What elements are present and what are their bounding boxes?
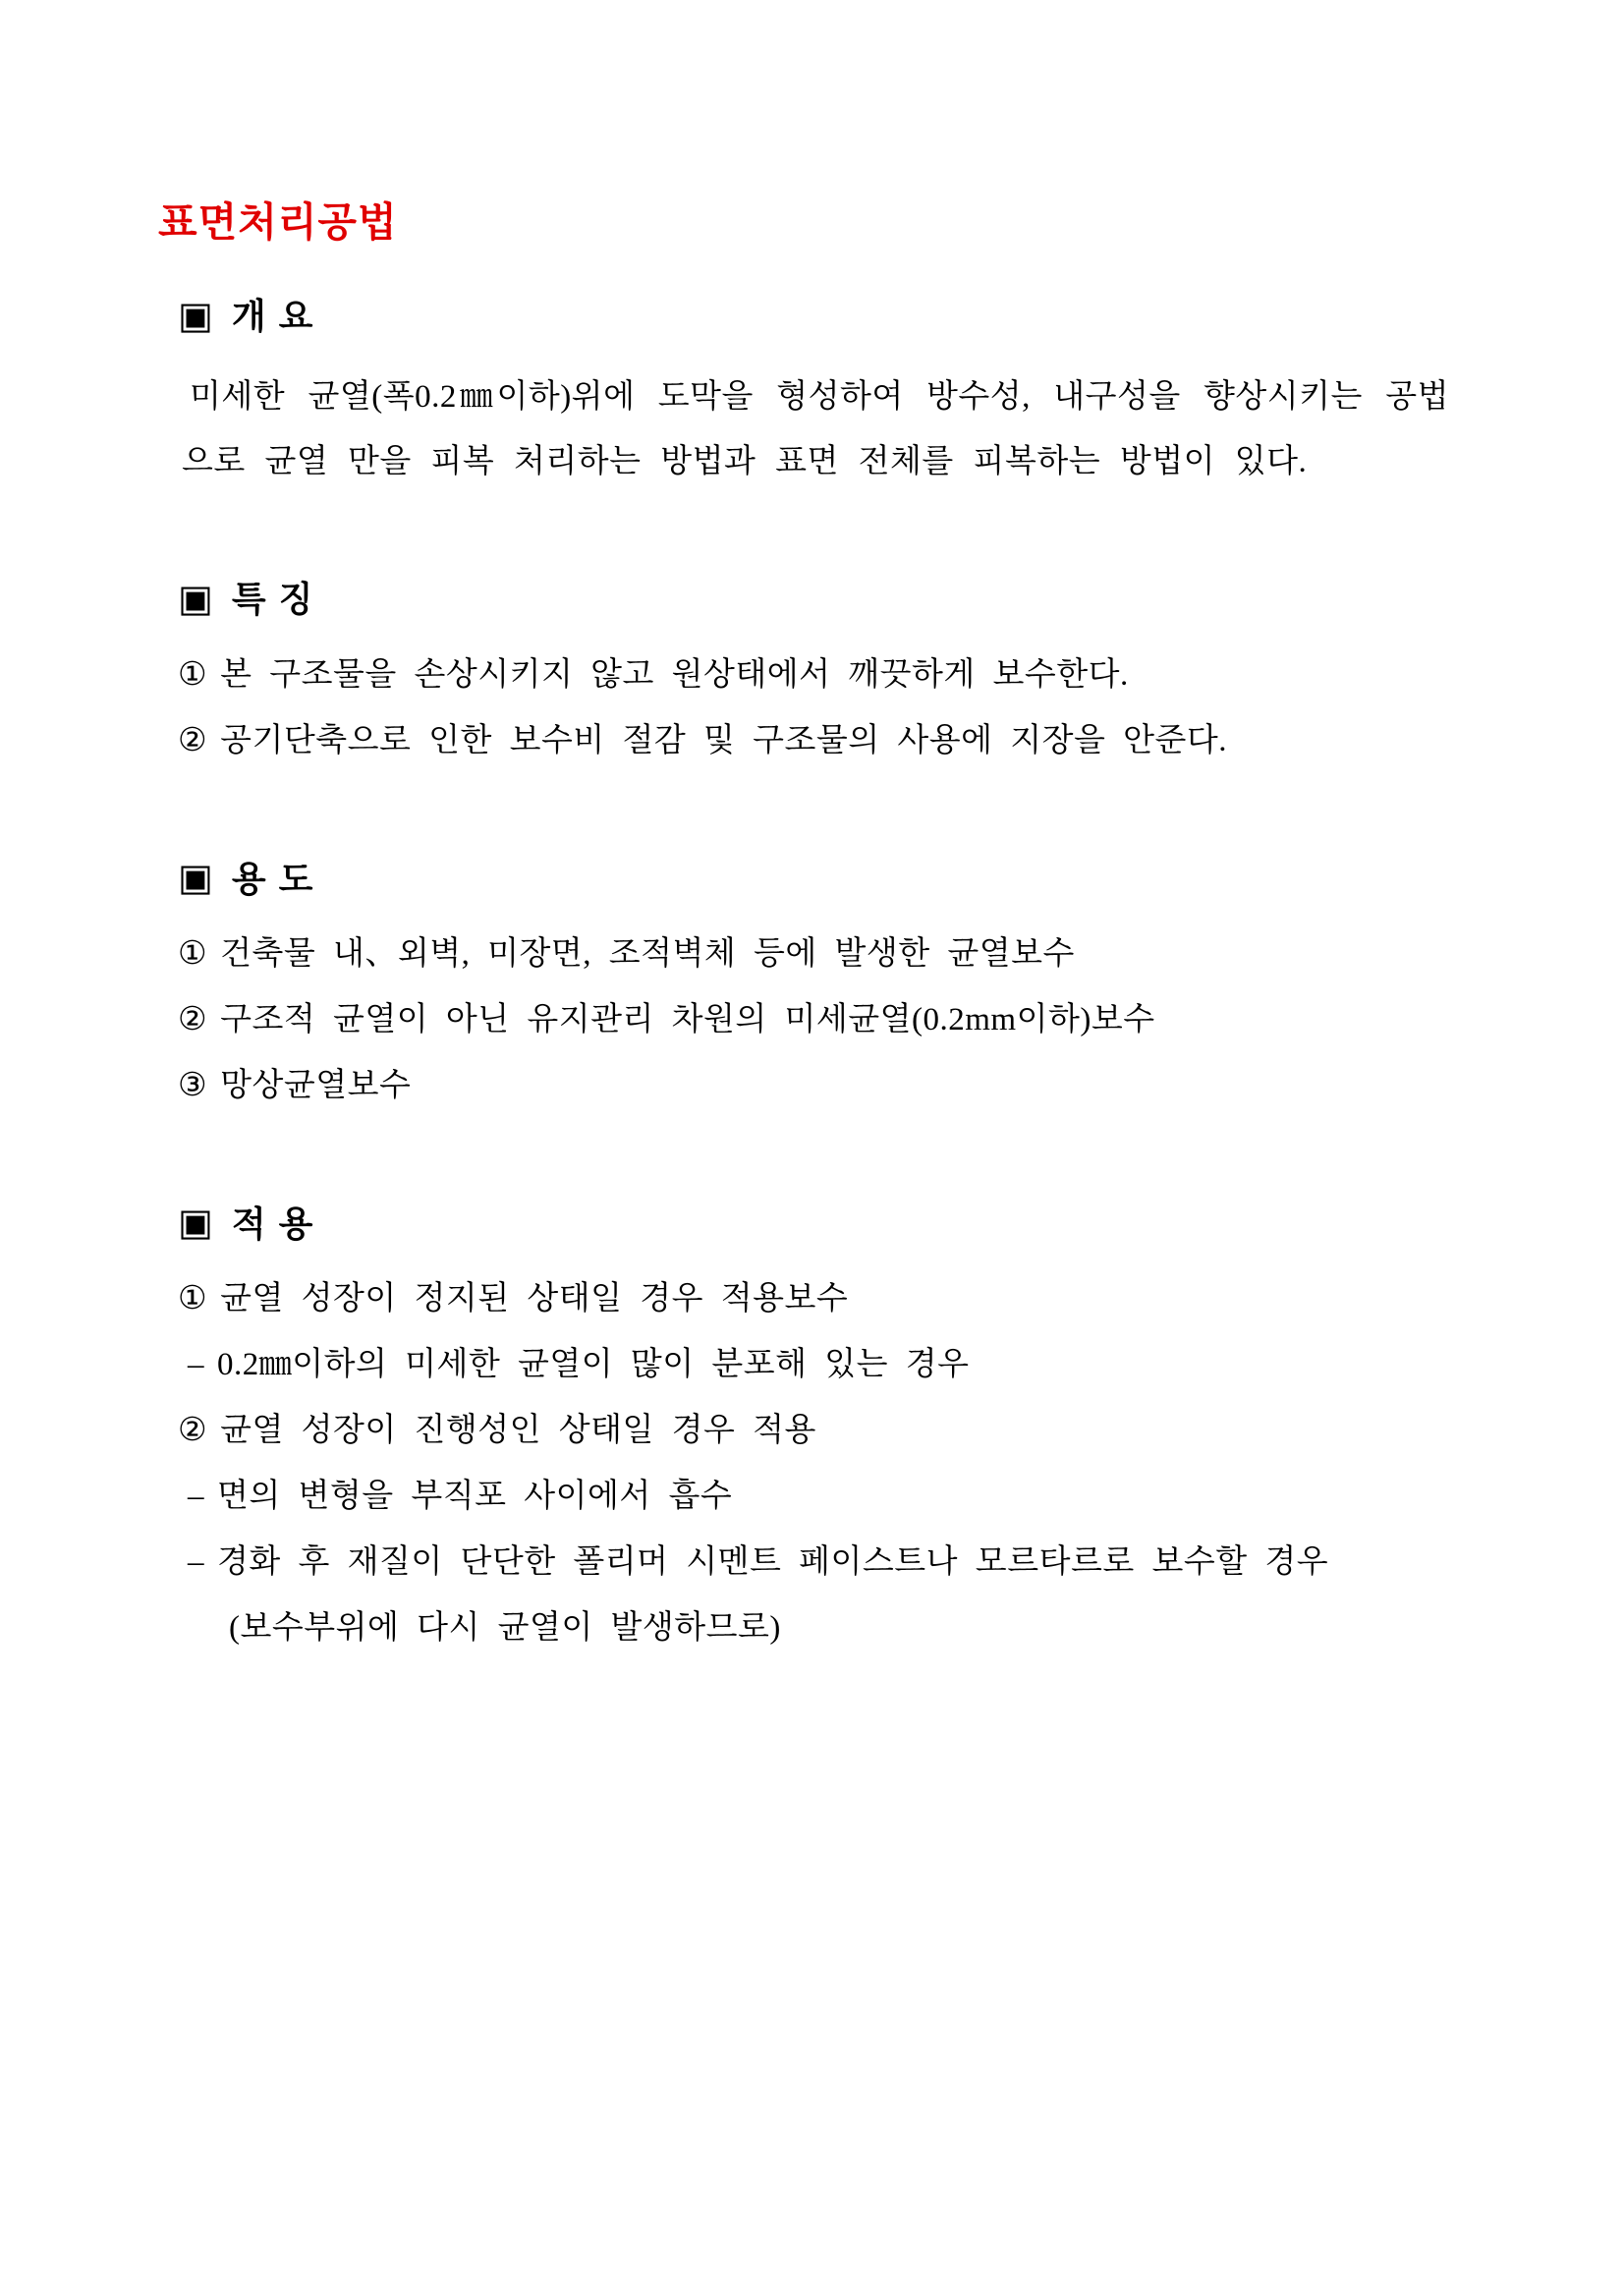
item-text: 균열 성장이 진행성인 상태일 경우 적용 xyxy=(220,1412,816,1448)
item-number-icon: ① xyxy=(178,1280,208,1316)
section-usage-heading xyxy=(178,859,1624,901)
section-application xyxy=(178,1204,1624,1661)
item-text: 균열 성장이 정지된 상태일 경우 적용보수 xyxy=(220,1280,849,1316)
list-item xyxy=(178,1053,1624,1119)
item-text: 공기단축으로 인한 보수비 절감 및 구조물의 사용에 지장을 안준다. xyxy=(220,722,1228,758)
application-list xyxy=(178,1266,1624,1661)
item-number-icon: ② xyxy=(178,722,208,758)
item-number-icon: ② xyxy=(178,1001,208,1037)
section-marker-icon: ▣ xyxy=(178,858,215,900)
item-dash-icon: – xyxy=(188,1478,204,1514)
section-overview xyxy=(178,296,1624,494)
item-dash-icon: – xyxy=(188,1346,204,1382)
item-dash-icon: – xyxy=(188,1543,204,1580)
section-heading-label: 특 징 xyxy=(231,580,315,620)
list-item xyxy=(178,1266,1624,1332)
item-number-icon: ① xyxy=(178,935,208,972)
list-item xyxy=(178,708,1624,774)
item-text: 건축물 내、외벽, 미장면, 조적벽체 등에 발생한 균열보수 xyxy=(220,935,1075,972)
section-marker-icon: ▣ xyxy=(178,295,215,337)
overview-paragraph: 미세한 균열(폭0.2㎜이하)위에 도막을 형성하여 방수성, 내구성을 향상시키는 공법으로 균열 만을 피복 처리하는 방법과 표면 전체를 피복하는 방법이 있다. xyxy=(182,379,1449,480)
section-heading-label: 개 요 xyxy=(231,297,315,337)
section-features-heading xyxy=(178,579,1624,621)
list-subitem xyxy=(188,1530,1624,1596)
section-features xyxy=(178,579,1624,773)
section-usage xyxy=(178,859,1624,1119)
list-subitem xyxy=(188,1332,1624,1398)
page-title: 표면처리공법 xyxy=(158,199,398,245)
item-text: 본 구조물을 손상시키지 않고 원상태에서 깨끗하게 보수한다. xyxy=(220,656,1129,693)
item-number-icon: ③ xyxy=(178,1067,208,1103)
usage-list xyxy=(178,922,1624,1119)
section-heading-label: 적 용 xyxy=(231,1204,315,1244)
list-subitem xyxy=(188,1464,1624,1530)
item-text: 경화 후 재질이 단단한 폴리머 시멘트 페이스트나 모르타르로 보수할 경우 xyxy=(217,1543,1329,1580)
list-note xyxy=(229,1596,1624,1661)
item-text: 면의 변형을 부직포 사이에서 흡수 xyxy=(217,1478,733,1514)
item-number-icon: ① xyxy=(178,656,208,693)
item-text: 구조적 균열이 아닌 유지관리 차원의 미세균열(0.2mm이하)보수 xyxy=(220,1001,1155,1037)
features-list xyxy=(178,643,1624,774)
item-text: 망상균열보수 xyxy=(220,1067,412,1103)
section-application-heading xyxy=(178,1204,1624,1246)
list-item xyxy=(178,922,1624,987)
list-item xyxy=(178,1398,1624,1464)
section-marker-icon: ▣ xyxy=(178,1203,215,1245)
section-marker-icon: ▣ xyxy=(178,578,215,620)
list-item xyxy=(178,643,1624,708)
item-text: (보수부위에 다시 균열이 발생하므로) xyxy=(229,1609,781,1646)
section-overview-heading xyxy=(178,296,1624,338)
section-heading-label: 용 도 xyxy=(231,859,315,899)
item-number-icon: ② xyxy=(178,1412,208,1448)
item-text: 0.2㎜이하의 미세한 균열이 많이 분포해 있는 경우 xyxy=(217,1346,970,1382)
list-item xyxy=(178,987,1624,1053)
